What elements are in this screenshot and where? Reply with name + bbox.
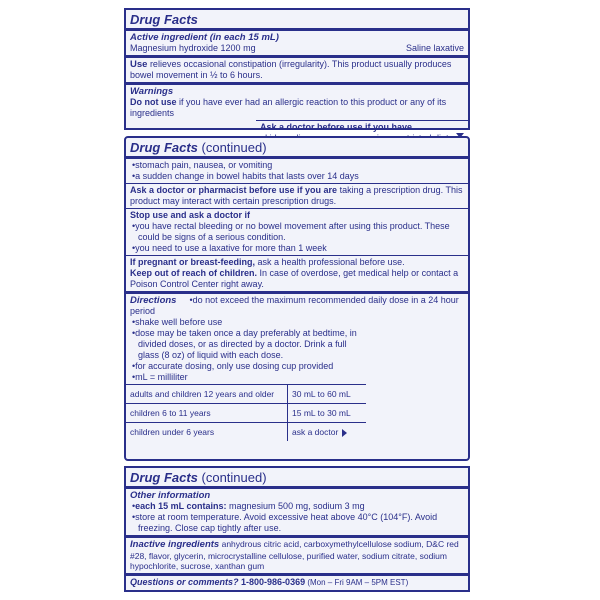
questions-section [126,576,468,589]
list-item: • do not exceed the maximum recommended daily dose in a 24 hour period [130,295,459,316]
purpose-text: Saline laxative [405,43,464,53]
pregnant-label: If pregnant or breast-feeding, [130,257,256,267]
each-label: each 15 mL contains: [135,501,227,511]
pregnancy-section [126,256,468,291]
age-cell: children under 6 years [126,423,288,442]
other-info-heading: Other information [130,490,211,501]
use-text: relieves occasional constipation (irregularity). This product usually produces bowel movement in ½ to 6 hours. [130,59,452,80]
active-ingredient-text: Magnesium hydroxide 1200 mg [130,43,256,53]
dose-cell: 30 mL to 60 mL [288,385,367,404]
table-row [126,385,366,404]
dose-cell: 15 mL to 30 mL [288,404,367,423]
drug-facts-panel-1 [124,8,470,130]
pharmacist-text: taking a prescription drug. This product may interact with certain prescription drugs. [130,185,463,206]
list-item: • you have rectal bleeding or no bowel movement after using this product. These could be signs of a serious condition. [130,221,464,243]
other-info-section [126,489,468,535]
panel-title: Drug Facts [130,12,198,27]
panel-title: Drug Facts [130,140,198,155]
table-row [126,404,366,423]
list-item: • for accurate dosing, only use dosing cup provided [130,361,360,372]
list-item: • a sudden change in bowel habits that lasts over 14 days [130,171,464,182]
table-row [126,423,366,442]
stop-use-heading: Stop use and ask a doctor if [130,210,251,220]
list-item: • shake well before use [130,317,360,328]
pharmacist-label: Ask a doctor or pharmacist before use if you are [130,185,338,195]
panel-title: Drug Facts [130,470,198,485]
list-item: • you need to use a laxative for more than 1 week [130,243,464,254]
questions-label: Questions or comments? [130,576,239,587]
drug-facts-panel-3 [124,466,470,592]
store-text: • store at room temperature. Avoid excessive heat above 40°C (104°F). Avoid freezing. Close cap tightly after use. [130,512,464,534]
dosage-table [126,384,366,441]
active-ingredient-heading: Active ingredient (in each 15 mL) [130,32,279,43]
inactive-label: Inactive ingredients [130,539,220,550]
drug-facts-panel-2 [124,136,470,461]
use-section [126,58,468,82]
age-cell: adults and children 12 years and older [126,385,288,404]
hours-text: (Mon – Fri 9AM – 5PM EST) [305,577,409,587]
warnings-heading: Warnings [130,86,174,97]
do-not-use-label: Do not use [130,97,177,107]
ask-doctor-heading: Ask a doctor before use if you have [260,122,413,132]
use-label: Use [130,59,148,70]
stop-use-section [126,209,468,255]
list-item: • dose may be taken once a day preferably at bedtime, in divided doses, or as directed by a doctor. Drink a full glass (8 oz) of liquid with each dose. [130,328,360,361]
phone-number: 1-800-986-0369 [238,576,306,587]
pregnant-text: ask a health professional before use. [255,257,405,267]
directions-section [126,294,468,384]
continued-label: (continued) [197,140,267,155]
directions-heading: Directions [130,295,177,306]
pharmacist-section [126,184,468,208]
inactive-section [126,538,468,573]
list-item: • mL = milliliter [130,372,360,383]
warnings-section [126,85,468,120]
age-cell: children 6 to 11 years [126,404,288,423]
active-ingredient-section [126,31,468,55]
keep-out-label: Keep out of reach of children. [130,268,258,278]
dose-cell: ask a doctor [292,427,339,437]
continue-arrow-icon [342,429,347,437]
do-not-use-text: if you have ever had an allergic reaction to this product or any of its ingredients [130,97,447,118]
list-item: • stomach pain, nausea, or vomiting [130,160,464,171]
inactive-text: anhydrous citric acid, carboxymethylcellulose sodium, D&C red #28, flavor, glycerin, microcrystalline cellulose, purified water, sodium citrate, sodium hypochlorite, sucrose, xanthan gum [130,539,459,571]
keep-out-text: In case of overdose, get medical help or contact a Poison Control Center right away. [130,268,459,289]
continued-label: (continued) [197,470,267,485]
each-text: magnesium 500 mg, sodium 3 mg [226,501,365,511]
